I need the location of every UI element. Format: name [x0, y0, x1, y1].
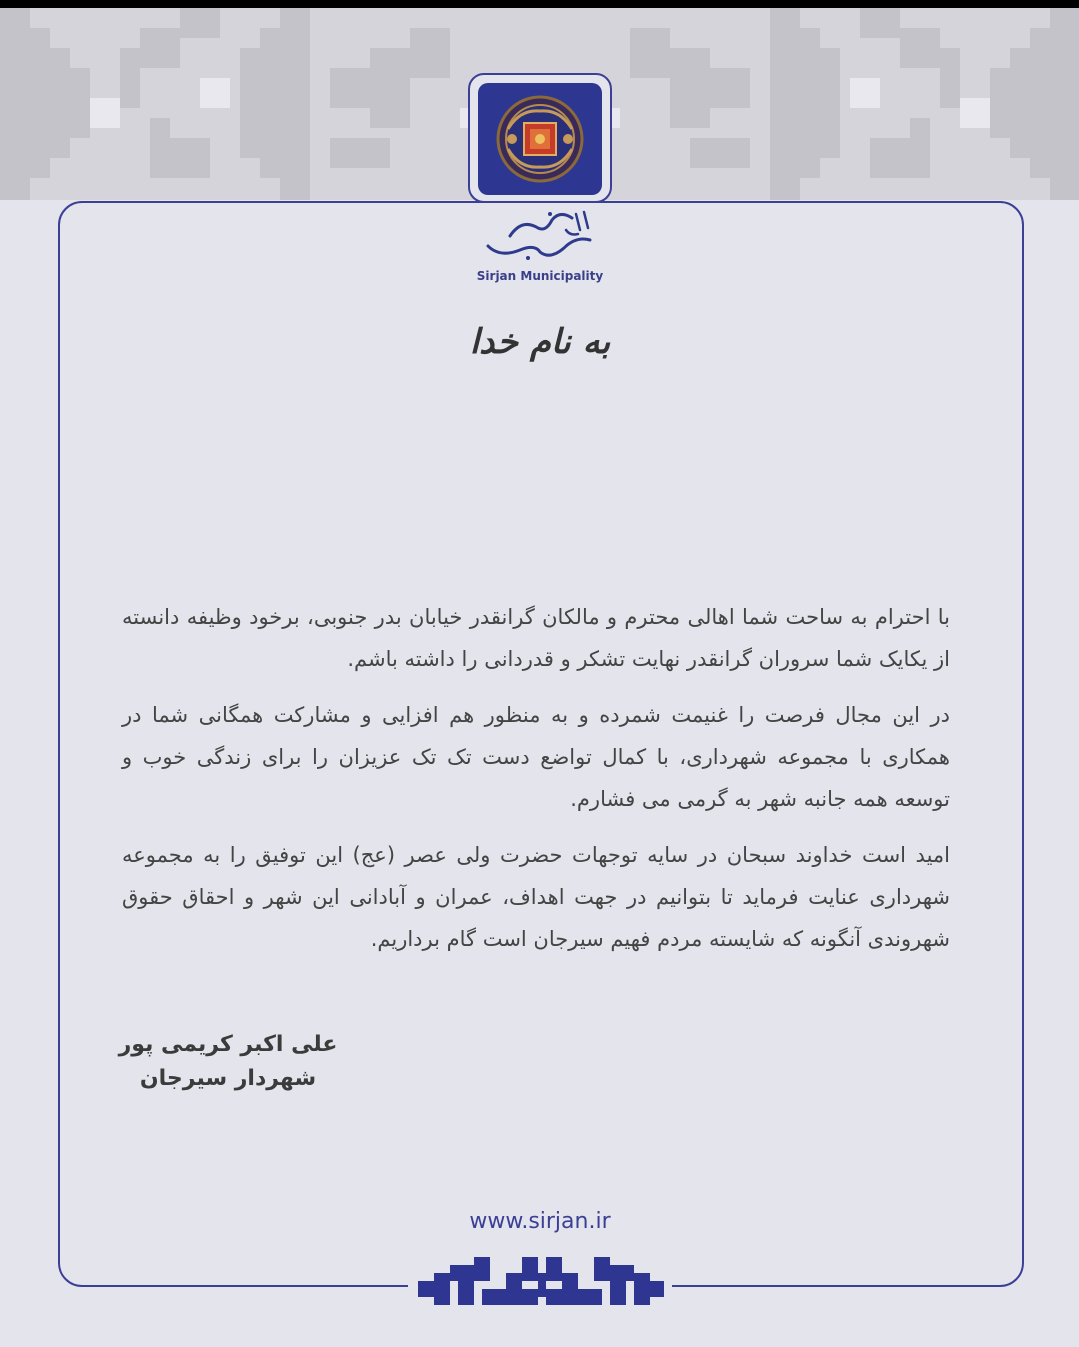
- calligraphy-logo-icon: [480, 206, 600, 264]
- paragraph-2: در این مجال فرصت را غنیمت شمرده و به منظور هم افزایی و مشارکت همگانی شما در همکاری با مجموعه شهرداری، با کمال تواضع دست تک تک عزیزان را برای زندگی خوب و توسعه همه جانبه شهر به گرمی می فشارم.: [122, 703, 950, 811]
- emblem-icon: [490, 89, 590, 189]
- signer-name: علی اکبر کریمی پور: [118, 1032, 338, 1057]
- brand-caption: Sirjan Municipality: [476, 269, 604, 283]
- bottom-decorative-pattern: [418, 1251, 664, 1313]
- paragraph-3: امید است خداوند سبحان در سایه توجهات حضرت ولی عصر (عج) این توفیق را به مجموعه شهرداری عنایت فرماید تا بتوانیم در جهت اهداف، عمران و آبادانی این شهر و احقاق حقوق شهروندی آنگونه که شایسته مردم فهیم سیرجان است گام برداریم.: [122, 843, 950, 951]
- signature-block: [108, 1028, 348, 1096]
- logo-frame: [468, 73, 612, 203]
- top-black-bar: [0, 0, 1079, 8]
- signer-title: شهردار سیرجان: [139, 1066, 317, 1091]
- paragraph-1: با احترام به ساحت شما اهالی محترم و مالکان گرانقدر خیابان بدر جنوبی، برخود وظیفه دانسته از یکایک شما سروران گرانقدر نهایت تشکر و قدردانی را داشته باشم.: [122, 605, 950, 671]
- logo-background: [478, 83, 602, 195]
- letter-body: [122, 596, 950, 974]
- website-link[interactable]: www.sirjan.ir: [469, 1209, 611, 1234]
- invocation-heading: به نام خدا: [469, 322, 611, 362]
